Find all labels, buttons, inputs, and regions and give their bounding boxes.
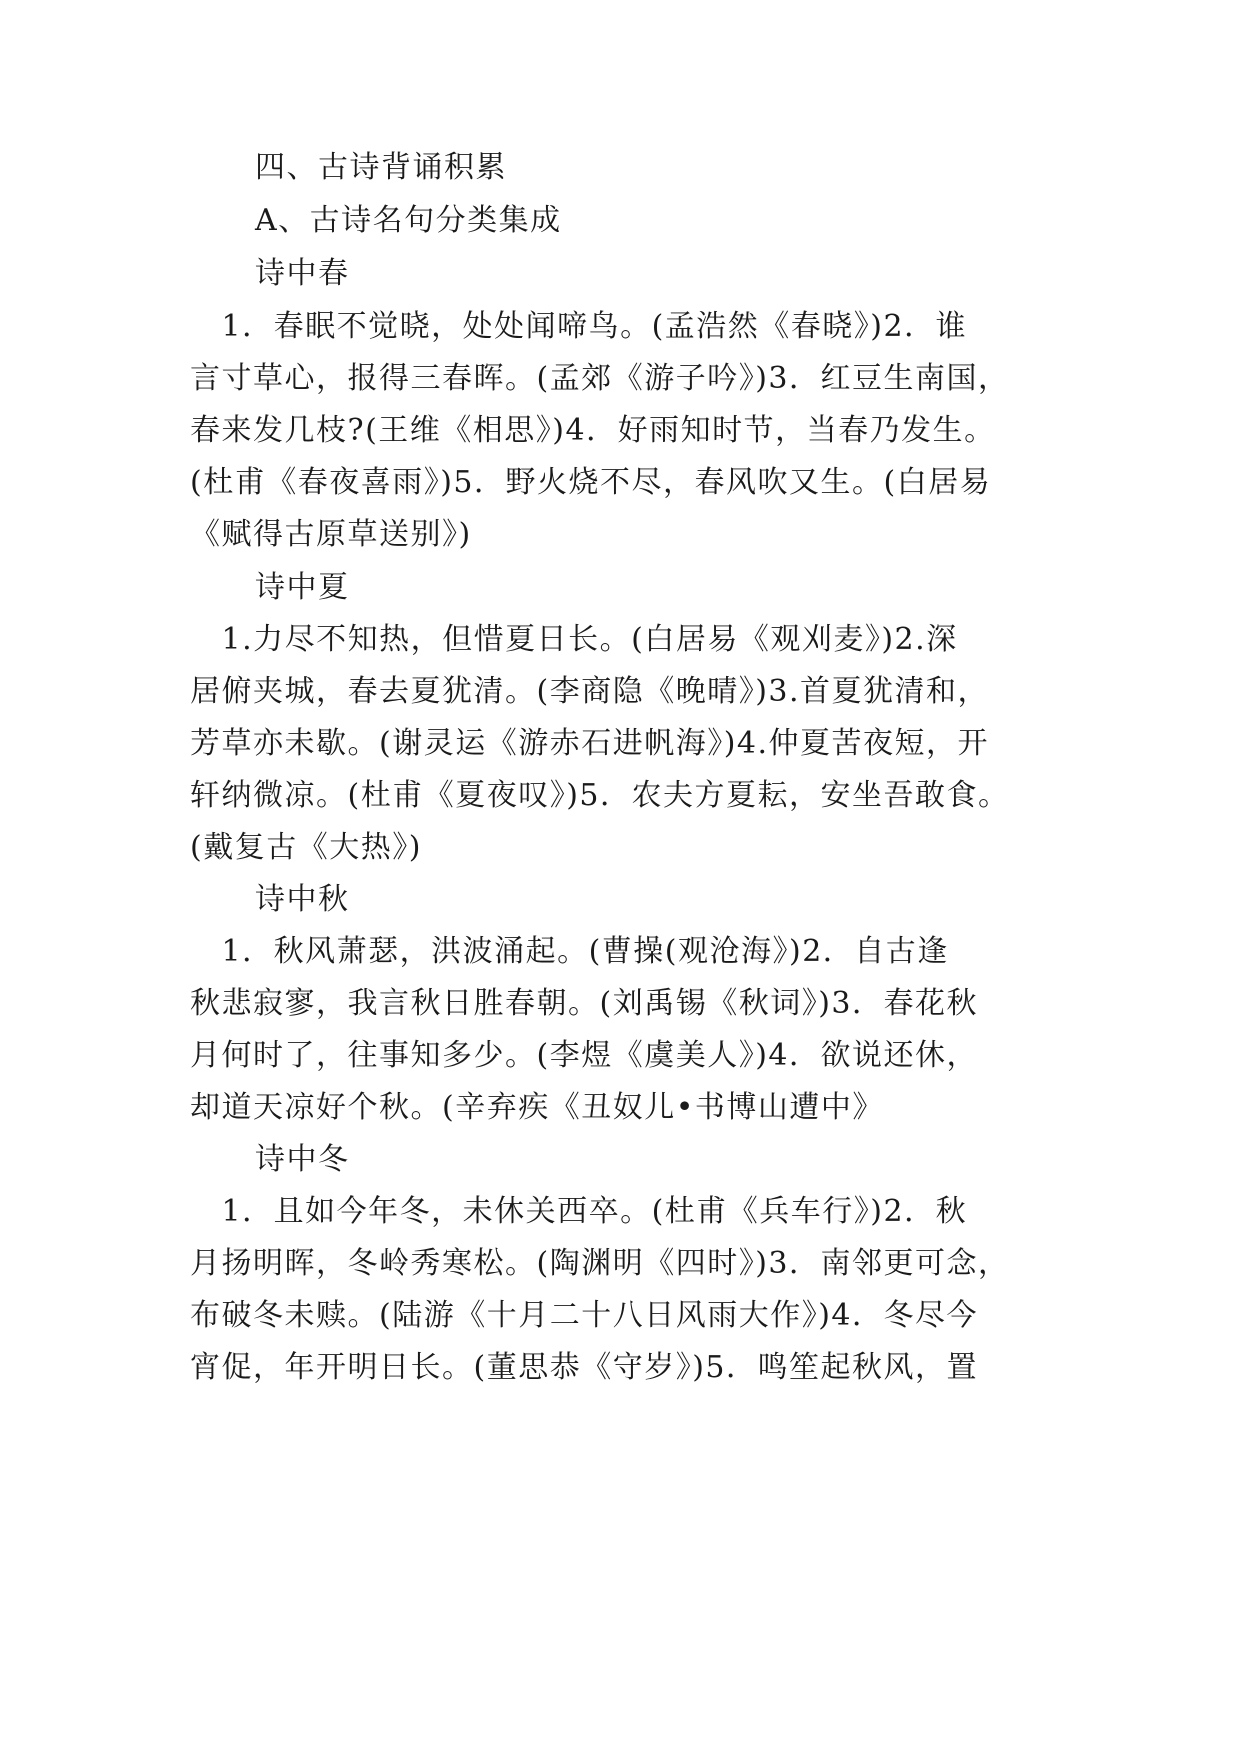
autumn-line: 却道天凉好个秋。(辛弃疾《丑奴儿•书博山遭中》	[190, 1090, 884, 1125]
autumn-heading: 诗中秋	[255, 882, 350, 917]
summer-line: 1.力尽不知热，但惜夏日长。(白居易《观刈麦》)2.深	[190, 622, 958, 657]
subsection-title: A、古诗名句分类集成	[255, 203, 562, 238]
autumn-line: 月何时了，往事知多少。(李煜《虞美人》)4．欲说还休，	[190, 1038, 978, 1073]
spring-line: 1．春眠不觉晓，处处闻啼鸟。(孟浩然《春晓》)2．谁	[190, 309, 968, 344]
winter-heading: 诗中冬	[255, 1142, 350, 1177]
spring-line: 春来发几枝?(王维《相思》)4．好雨知时节，当春乃发生。	[190, 413, 996, 448]
section-title: 四、古诗背诵积累	[255, 150, 507, 185]
spring-line: 言寸草心，报得三春晖。(孟郊《游子吟》)3．红豆生南国，	[190, 361, 1010, 396]
summer-line: 居俯夹城，春去夏犹清。(李商隐《晚晴》)3.首夏犹清和，	[190, 674, 990, 709]
spring-line: (杜甫《春夜喜雨》)5．野火烧不尽，春风吹又生。(白居易	[190, 465, 992, 500]
winter-line: 宵促，年开明日长。(董思恭《守岁》)5．鸣笙起秋风，置	[190, 1350, 978, 1385]
summer-heading: 诗中夏	[255, 570, 350, 605]
winter-line: 1．且如今年冬，未休关西卒。(杜甫《兵车行》)2．秋	[190, 1194, 968, 1229]
winter-line: 布破冬未赎。(陆游《十月二十八日风雨大作》)4．冬尽今	[190, 1298, 978, 1333]
winter-line: 月扬明晖，冬岭秀寒松。(陶渊明《四时》)3．南邻更可念，	[190, 1246, 1010, 1281]
summer-line: (戴复古《大热》)	[190, 830, 422, 865]
summer-line: 芳草亦未歇。(谢灵运《游赤石进帆海》)4.仲夏苦夜短，开	[190, 726, 990, 761]
summer-line: 轩纳微凉。(杜甫《夏夜叹》)5．农夫方夏耘，安坐吾敢食。	[190, 778, 1010, 813]
spring-heading: 诗中春	[255, 256, 350, 291]
spring-line: 《赋得古原草送别》)	[190, 517, 472, 552]
autumn-line: 1．秋风萧瑟，洪波涌起。(曹操(观沧海》)2．自古逢	[190, 934, 949, 969]
autumn-line: 秋悲寂寥，我言秋日胜春朝。(刘禹锡《秋词》)3．春花秋	[190, 986, 978, 1021]
